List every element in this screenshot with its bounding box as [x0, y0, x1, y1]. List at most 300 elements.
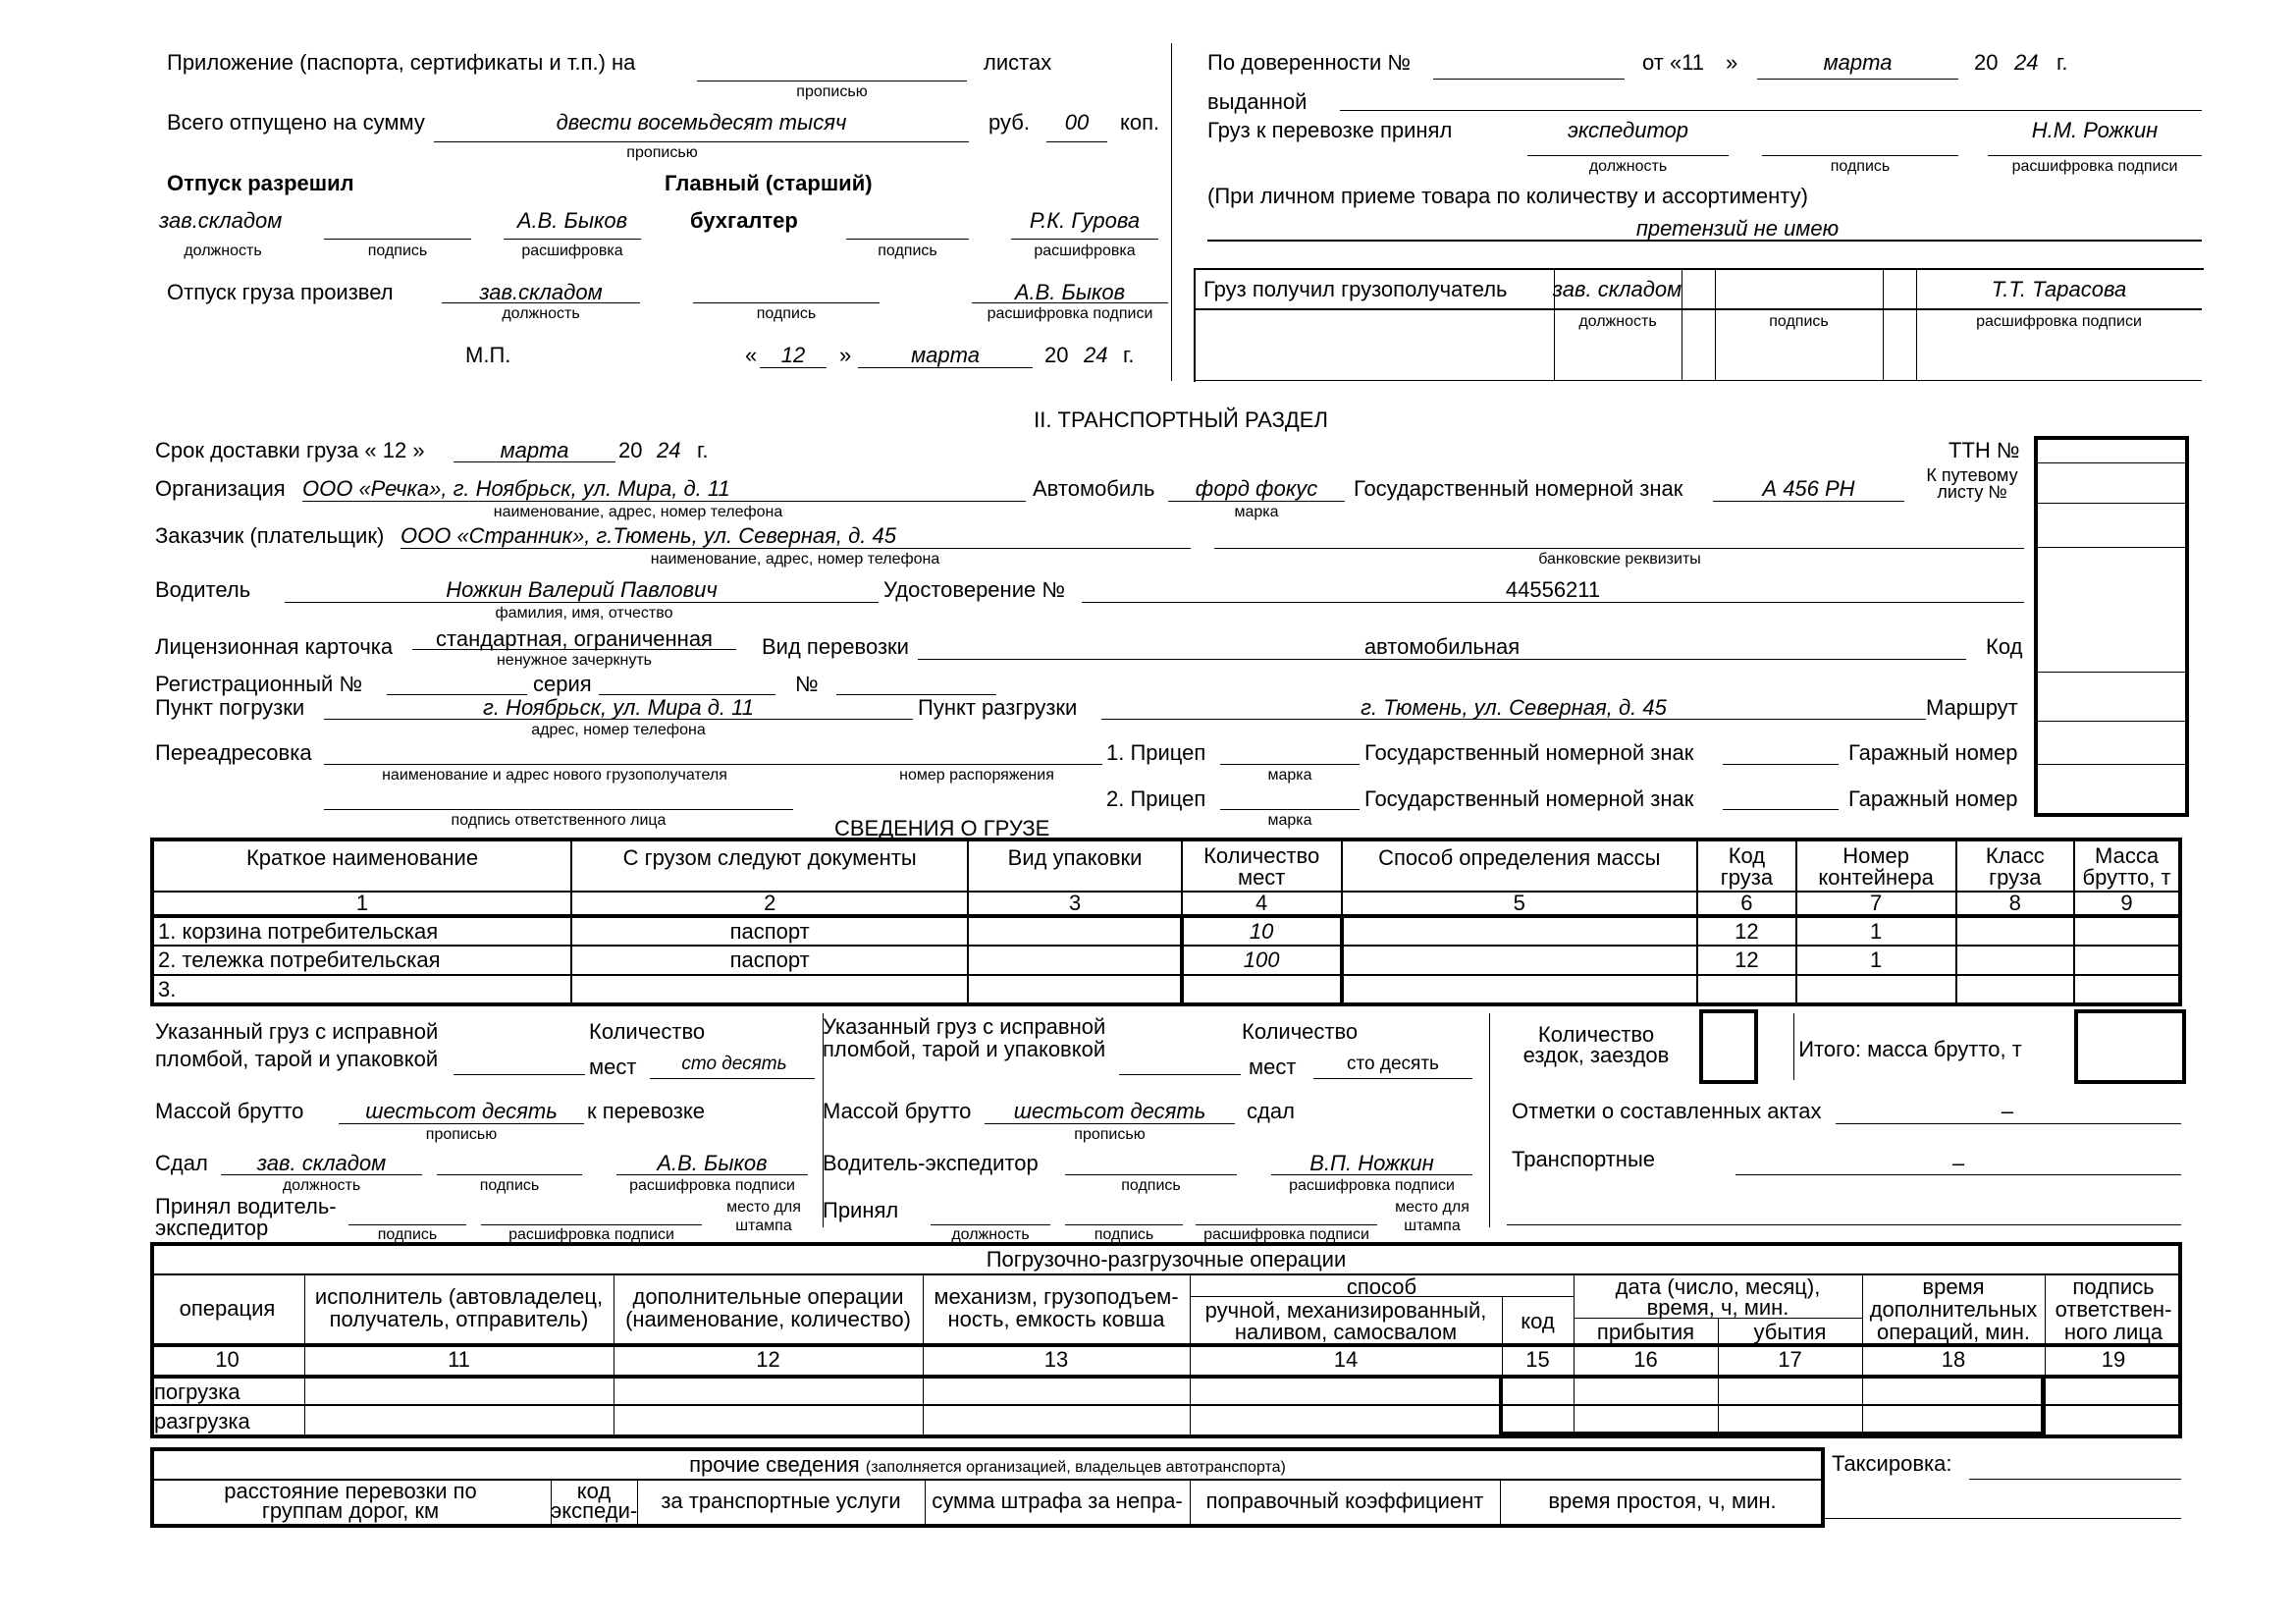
delivery-year-suffix[interactable]: 24	[657, 438, 681, 462]
accepted-mid-name-field[interactable]	[1196, 1224, 1377, 1225]
cargo-qty-cell[interactable]	[1182, 975, 1342, 1004]
stamp-label-mid-1: место для	[1395, 1199, 1469, 1216]
gross-value-left[interactable]: шестьсот десять	[365, 1099, 558, 1123]
op-h-mech-1: механизм, грузоподъем-	[934, 1284, 1179, 1309]
accountant-name-value[interactable]: Р.К. Гурова	[1029, 208, 1141, 233]
op-h-sign-2: ответствен-	[2055, 1297, 2172, 1322]
date-month-value[interactable]: марта	[911, 343, 980, 367]
issued-field[interactable]	[1340, 110, 2202, 111]
trailer1-brand-caption: марка	[1267, 767, 1312, 784]
op-h-method: способ	[1346, 1274, 1417, 1299]
accepted-position-caption: должность	[1588, 158, 1668, 175]
cargo-header-cell: Вид упаковки	[968, 839, 1181, 892]
accepted-signature-caption: подпись	[1830, 158, 1891, 175]
taxing-field[interactable]	[1969, 1479, 2181, 1480]
transport-acts-label: Транспортные	[1512, 1147, 1655, 1171]
cargo-number-cell: 3	[968, 892, 1181, 916]
code-box-line-1	[2034, 462, 2185, 463]
other-h-code-2: экспеди-	[551, 1498, 638, 1523]
other-h-services: за транспортные услуги	[661, 1489, 901, 1513]
cargo-method-cell[interactable]	[1342, 975, 1698, 1004]
readdress-label: Переадресовка	[155, 740, 312, 765]
gross-value-mid[interactable]: шестьсот десять	[1013, 1099, 1206, 1123]
gave-position-line	[221, 1174, 422, 1175]
other-h-fine: сумма штрафа за непра-	[932, 1489, 1183, 1513]
customer-caption: наименование, адрес, номер телефона	[650, 551, 940, 568]
cargo-method-cell[interactable]	[1342, 946, 1698, 975]
op-h-method-1: ручной, механизированный,	[1204, 1298, 1487, 1323]
cargo-mass-cell[interactable]	[2074, 916, 2180, 946]
cargo-header-cell: Код груза	[1697, 839, 1796, 892]
driver-accepted-label-2: экспедитор	[155, 1216, 269, 1240]
total-line	[434, 141, 969, 142]
mp-label: М.П.	[465, 343, 511, 367]
proxy-label: По доверенности №	[1207, 50, 1411, 75]
cargo-header-row	[152, 839, 2180, 892]
driver-line	[285, 602, 879, 603]
date-day-value[interactable]: 12	[780, 343, 806, 367]
received-name-value[interactable]: Т.Т. Тарасова	[1991, 277, 2127, 301]
released-position-line	[442, 302, 640, 303]
release-name-value[interactable]: А.В. Быков	[516, 208, 628, 233]
delivery-label: Срок доставки груза « 12 »	[155, 438, 425, 462]
customer-value[interactable]: ООО «Странник», г.Тюмень, ул. Северная, д. 45	[400, 523, 897, 548]
car-label: Автомобиль	[1033, 476, 1155, 501]
op-h-time-2: дополнительных	[1869, 1297, 2038, 1322]
driver-forwarder-name-value[interactable]: В.П. Ножкин	[1309, 1151, 1434, 1175]
cargo-method-cell[interactable]	[1342, 916, 1698, 946]
kop-value[interactable]: 00	[1064, 110, 1090, 135]
op-number: 18	[1941, 1347, 1966, 1372]
places-value-mid[interactable]: сто десять	[1347, 1054, 1439, 1074]
transport-kind-label: Вид перевозки	[762, 634, 909, 659]
plate-label: Государственный номерной знак	[1354, 476, 1683, 501]
date-year-label: г.	[1123, 343, 1135, 367]
reg-label: Регистрационный №	[155, 672, 363, 696]
readdress-field[interactable]	[324, 764, 1102, 765]
released-position-caption: должность	[502, 305, 580, 322]
gave-name-caption: расшифровка подписи	[629, 1177, 795, 1194]
acts-line	[1836, 1123, 2181, 1124]
unload-label: Пункт разгрузки	[918, 695, 1078, 720]
cargo-mass-cell[interactable]	[2074, 946, 2180, 975]
accepted-signature-field[interactable]	[1762, 155, 1958, 156]
cargo-name-cell[interactable]: 1. корзина потребительская	[152, 916, 571, 946]
cargo-number-cell: 4	[1182, 892, 1342, 916]
car-caption: марка	[1234, 504, 1279, 520]
cargo-table	[150, 838, 2182, 1006]
transport-acts-value[interactable]: –	[1951, 1151, 1965, 1175]
accountant-signature-caption: подпись	[878, 243, 937, 259]
cargo-header-cell: Класс груза	[1956, 839, 2075, 892]
chief-accountant-label-2: бухгалтер	[690, 208, 798, 233]
accountant-signature-field[interactable]	[846, 239, 969, 240]
places-label-left: мест	[589, 1055, 637, 1079]
cargo-number-cell: 1	[152, 892, 571, 916]
proxy-year-label: г.	[2056, 50, 2068, 75]
driver-forwarder-name-line	[1271, 1174, 1472, 1175]
cargo-container-cell[interactable]	[1796, 975, 1956, 1004]
trailer2-plate-label: Государственный номерной знак	[1364, 786, 1694, 811]
readdress-caption: наименование и адрес нового грузополучателя	[382, 767, 727, 784]
date-year-suffix[interactable]: 24	[1084, 343, 1108, 367]
no-claims-value[interactable]: претензий не имею	[1635, 216, 1840, 241]
cargo-docs-cell[interactable]	[571, 975, 968, 1004]
code-box-line-6	[2034, 764, 2185, 765]
release-made-label: Отпуск груза произвел	[167, 280, 394, 304]
cargo-number-cell: 5	[1342, 892, 1698, 916]
no-claims-line	[1207, 240, 2202, 242]
accepted-label: Груз к перевозке принял	[1207, 118, 1453, 142]
cargo-container-cell[interactable]: 1	[1796, 946, 1956, 975]
load-caption: адрес, номер телефона	[531, 722, 706, 738]
release-name-line	[504, 239, 641, 240]
other-h-coef: поправочный коэффициент	[1205, 1489, 1484, 1513]
seal-label-2: пломбой, тарой и упаковкой	[155, 1047, 439, 1071]
accepted-mid-signature-field[interactable]	[1065, 1224, 1183, 1225]
accepted-mid-position-caption: должность	[951, 1226, 1030, 1243]
received-box-sep-4	[1883, 268, 1884, 380]
cargo-number-row	[152, 892, 2180, 916]
accountant-name-line	[1011, 239, 1158, 240]
stamp-label-mid-2: штампа	[1404, 1218, 1461, 1234]
cargo-class-cell[interactable]	[1956, 975, 2075, 1004]
op-number: 10	[215, 1347, 240, 1372]
released-name-line	[972, 302, 1168, 303]
seal-label-1: Указанный груз с исправной	[155, 1019, 439, 1044]
plate-value[interactable]: А 456 РН	[1762, 476, 1855, 501]
accepted-name-caption: расшифровка подписи	[2011, 158, 2178, 175]
cargo-number-cell: 8	[1956, 892, 2075, 916]
op-number: 19	[2101, 1347, 2126, 1372]
personal-note: (При личном приеме товара по количеству и ассортименту)	[1207, 184, 1808, 208]
total-value[interactable]: двести восемьдесят тысяч	[556, 110, 847, 135]
date-day-line	[760, 367, 827, 368]
acts-label: Отметки о составленных актах	[1512, 1099, 1822, 1123]
received-position-caption: должность	[1578, 313, 1657, 330]
car-value[interactable]: форд фокус	[1195, 476, 1318, 501]
cargo-class-cell[interactable]	[1956, 946, 2075, 975]
car-line	[1168, 501, 1345, 502]
gross-line-mid	[985, 1123, 1235, 1124]
trailer1-label: 1. Прицеп	[1106, 740, 1206, 765]
load-line	[324, 719, 913, 720]
taxing-line-2	[1825, 1518, 2181, 1519]
accepted-position-value[interactable]: экспедитор	[1568, 118, 1688, 142]
org-label: Организация	[155, 476, 286, 501]
op-h-time-3: операций, мин.	[1877, 1320, 2030, 1344]
acts-value[interactable]: –	[2001, 1099, 2014, 1123]
released-name-value[interactable]: А.В. Быков	[1014, 280, 1126, 304]
cargo-name-cell[interactable]: 2. тележка потребительская	[152, 946, 571, 975]
kop-label: коп.	[1120, 110, 1160, 135]
cargo-number-cell: 9	[2074, 892, 2180, 916]
released-signature-caption: подпись	[756, 305, 817, 322]
op-h-arrival: прибытия	[1596, 1320, 1695, 1344]
delivery-year-label: г.	[697, 438, 709, 462]
seal-label-mid-2: пломбой, тарой и упаковкой	[823, 1037, 1106, 1061]
series-label: серия	[533, 672, 592, 696]
proxy-from-label: от «11	[1642, 50, 1705, 75]
cargo-row	[152, 916, 2180, 946]
responsible-field[interactable]	[324, 809, 793, 810]
places-label-mid: мест	[1249, 1055, 1297, 1079]
org-line	[302, 501, 1026, 502]
chief-accountant-label-1: Главный (старший)	[665, 171, 873, 195]
total-mass-sep	[1793, 1013, 1794, 1080]
total-mass-label: Итого: масса брутто, т	[1798, 1037, 2022, 1061]
op-h-mech-2: ность, емкость ковша	[947, 1307, 1165, 1331]
op-h-executor-2: получатель, отправитель)	[329, 1307, 589, 1331]
received-box-bottom	[1194, 380, 2202, 381]
issued-label: выданной	[1207, 89, 1308, 114]
accepted-name-line	[1988, 155, 2202, 156]
proxy-month-value[interactable]: марта	[1823, 50, 1893, 75]
cargo-number-cell: 2	[571, 892, 968, 916]
cargo-number-cell: 7	[1796, 892, 1956, 916]
qty-label-left: Количество	[589, 1019, 706, 1044]
attachment-label: Приложение (паспорта, сертификаты и т.п.) на	[167, 50, 636, 75]
driver-value[interactable]: Ножкин Валерий Павлович	[446, 577, 718, 602]
seal-field-mid[interactable]	[1119, 1074, 1241, 1075]
cargo-container-cell[interactable]: 1	[1796, 916, 1956, 946]
gross-caption-left: прописью	[425, 1126, 498, 1143]
load-value[interactable]: г. Ноябрьск, ул. Мира д. 11	[482, 695, 754, 720]
license-label: Удостоверение №	[883, 577, 1065, 602]
driver-accepted-signature-field[interactable]	[348, 1224, 466, 1225]
delivery-year-prefix: 20	[618, 438, 643, 462]
date-month-line	[858, 367, 1033, 368]
received-signature-caption: подпись	[1769, 313, 1829, 330]
cargo-row	[152, 946, 2180, 975]
accepted-mid-name-caption: расшифровка подписи	[1203, 1226, 1369, 1243]
cargo-code-cell[interactable]: 12	[1697, 916, 1796, 946]
op-row-loading: погрузка	[154, 1380, 240, 1404]
released-name-caption: расшифровка подписи	[987, 305, 1153, 322]
op-h-operation: операция	[179, 1296, 276, 1321]
release-position-value[interactable]: зав.складом	[159, 208, 283, 233]
received-position-value[interactable]: зав. складом	[1552, 277, 1682, 301]
op-h-code: код	[1521, 1309, 1555, 1333]
rub-label: руб.	[988, 110, 1030, 135]
cargo-code-cell[interactable]	[1697, 975, 1796, 1004]
released-position-value[interactable]: зав.складом	[479, 280, 603, 304]
trailer2-label: 2. Прицеп	[1106, 786, 1206, 811]
lic-card-line	[412, 649, 736, 650]
op-number: 16	[1633, 1347, 1658, 1372]
op-h-sign-3: ного лица	[2063, 1320, 2163, 1344]
top-divider	[1171, 43, 1172, 381]
operations-title-line	[150, 1273, 2182, 1275]
cargo-name-cell[interactable]: 3.	[152, 975, 571, 1004]
op-h-sign-1: подпись	[2072, 1274, 2155, 1299]
sheets-label: листах	[984, 50, 1052, 75]
transport-kind-value[interactable]: автомобильная	[1363, 634, 1521, 659]
places-line-left	[650, 1078, 815, 1079]
trailer1-plate-field[interactable]	[1723, 764, 1839, 765]
kop-line	[1046, 141, 1107, 142]
bank-line[interactable]	[1214, 548, 2024, 549]
delivery-month-line	[454, 461, 615, 462]
taxing-label: Таксировка:	[1832, 1451, 1952, 1476]
total-mass-box[interactable]	[2074, 1009, 2186, 1084]
route-label: Маршрут	[1926, 695, 2018, 720]
trailer2-garage-label: Гаражный номер	[1848, 786, 2018, 811]
gave-signature-caption: подпись	[479, 1177, 540, 1194]
proxy-number-field[interactable]	[1433, 79, 1625, 80]
code-box	[2034, 436, 2189, 817]
trailer1-plate-label: Государственный номерной знак	[1364, 740, 1694, 765]
license-value[interactable]: 44556211	[1505, 577, 1601, 602]
cargo-pack-cell[interactable]	[968, 946, 1181, 975]
released-signature-field[interactable]	[693, 302, 880, 303]
handed-over-label: сдал	[1247, 1099, 1295, 1123]
accountant-name-caption: расшифровка	[1034, 243, 1136, 259]
op-h-date-2: время, ч, мин.	[1646, 1295, 1789, 1320]
gave-name-value[interactable]: А.В. Быков	[657, 1151, 768, 1175]
accepted-position-line	[1527, 155, 1729, 156]
release-signature-field[interactable]	[324, 239, 471, 240]
op-h-departure: убытия	[1753, 1320, 1827, 1344]
qty-label-mid: Количество	[1242, 1019, 1359, 1044]
trailer1-brand-field[interactable]	[1220, 764, 1360, 765]
driver-forwarder-label: Водитель-экспедитор	[823, 1151, 1039, 1175]
release-signature-caption: подпись	[367, 243, 428, 259]
other-info-note: (заполняется организацией, владельцев автотранспорта)	[865, 1459, 1286, 1476]
seal-label-mid-1: Указанный груз с исправной	[823, 1014, 1106, 1039]
other-info-title: прочие сведения	[689, 1452, 860, 1477]
received-name-caption: расшифровка подписи	[1976, 313, 2142, 330]
trips-label-1: Количество	[1537, 1022, 1655, 1047]
unload-line	[1101, 719, 1926, 720]
op-row-unloading: разгрузка	[154, 1409, 250, 1434]
driver-forwarder-signature-field[interactable]	[1065, 1174, 1237, 1175]
code-box-line-4	[2034, 672, 2185, 673]
cargo-pack-cell[interactable]	[968, 916, 1181, 946]
cargo-header-cell: Количество мест	[1182, 839, 1342, 892]
cargo-header-cell: Способ определения массы	[1342, 839, 1698, 892]
accepted-name-value[interactable]: Н.М. Рожкин	[2031, 118, 2159, 142]
proxy-year-prefix: 20	[1974, 50, 1999, 75]
cargo-title: СВЕДЕНИЯ О ГРУЗЕ	[834, 816, 1050, 840]
trailer2-plate-field[interactable]	[1723, 809, 1839, 810]
op-number: 12	[756, 1347, 780, 1372]
other-h-code-1: код	[576, 1479, 612, 1503]
code-box-line-2	[2034, 503, 2185, 504]
cargo-docs-cell[interactable]: паспорт	[571, 916, 968, 946]
cargo-docs-cell[interactable]: паспорт	[571, 946, 968, 975]
release-allowed-label: Отпуск разрешил	[167, 171, 354, 195]
driver-accepted-label-1: Принял водитель-	[155, 1194, 337, 1218]
driver-caption: фамилия, имя, отчество	[495, 605, 673, 622]
received-box-line	[1194, 308, 2202, 310]
driver-accepted-name-caption: расшифровка подписи	[508, 1226, 674, 1243]
op-h-method-2: наливом, самосвалом	[1234, 1320, 1458, 1344]
trips-box[interactable]	[1699, 1009, 1758, 1084]
delivery-month-value[interactable]: марта	[500, 438, 569, 462]
cargo-header-cell: Номер контейнера	[1796, 839, 1956, 892]
attachment-caption: прописью	[796, 83, 868, 100]
cargo-row	[152, 975, 2180, 1004]
gross-line-left	[339, 1123, 584, 1124]
cargo-qty-cell[interactable]: 10	[1182, 916, 1342, 946]
driver-accepted-name-field[interactable]	[481, 1224, 702, 1225]
waybill-label-2: листу №	[1937, 482, 2007, 502]
op-number: 15	[1525, 1347, 1550, 1372]
received-label: Груз получил грузополучатель	[1203, 277, 1508, 301]
license-line	[1082, 602, 2024, 603]
op-h-time-1: время	[1922, 1274, 1985, 1299]
accepted-mid-position-field[interactable]	[931, 1224, 1050, 1225]
accepted-mid-label: Принял	[823, 1198, 899, 1222]
code-box-line-5	[2034, 721, 2185, 722]
unload-value[interactable]: г. Тюмень, ул. Северная, д. 45	[1361, 695, 1667, 720]
proxy-quote-close: »	[1726, 50, 1738, 75]
gave-position-value[interactable]: зав. складом	[256, 1151, 387, 1175]
places-line-mid	[1313, 1078, 1472, 1079]
operations-title: Погрузочно-разгрузочные операции	[986, 1247, 1347, 1272]
plate-line	[1713, 501, 1904, 502]
proxy-year-suffix[interactable]: 24	[2014, 50, 2039, 75]
cargo-qty-cell[interactable]: 100	[1182, 946, 1342, 975]
code-label: Код	[1986, 634, 2023, 659]
op-thick-box	[1499, 1375, 2045, 1435]
other-h-distance-1: расстояние перевозки по	[224, 1479, 477, 1503]
driver-label: Водитель	[155, 577, 251, 602]
total-caption: прописью	[626, 144, 698, 161]
gross-label-mid: Массой брутто	[823, 1099, 972, 1123]
lic-card-value[interactable]: стандартная, ограниченная	[436, 626, 713, 651]
accepted-mid-signature-caption: подпись	[1094, 1226, 1154, 1243]
date-quote-close: »	[839, 343, 852, 367]
cargo-header-cell: Краткое наименование	[152, 839, 571, 892]
seal-field-left[interactable]	[454, 1074, 585, 1075]
driver-forwarder-signature-caption: подпись	[1121, 1177, 1181, 1194]
op-number: 13	[1043, 1347, 1069, 1372]
transport-kind-line	[918, 659, 1966, 660]
stamp-label-left-2: штампа	[735, 1218, 792, 1234]
code-box-line-3	[2034, 547, 2185, 548]
cargo-mass-cell[interactable]	[2074, 975, 2180, 1004]
gross-label-left: Массой брутто	[155, 1099, 304, 1123]
proxy-month-line	[1757, 79, 1958, 80]
transport-acts-line-2[interactable]	[1507, 1224, 2181, 1225]
transport-acts-line	[1735, 1174, 2181, 1175]
gave-signature-field[interactable]	[437, 1174, 582, 1175]
places-value-left[interactable]: сто десять	[681, 1054, 787, 1074]
cargo-pack-cell[interactable]	[968, 975, 1181, 1004]
cargo-code-cell[interactable]: 12	[1697, 946, 1796, 975]
customer-label: Заказчик (плательщик)	[155, 523, 385, 548]
ttn-label: ТТН №	[1949, 438, 2020, 462]
cargo-class-cell[interactable]	[1956, 916, 2075, 946]
trailer2-brand-caption: марка	[1267, 812, 1312, 829]
load-label: Пункт погрузки	[155, 695, 305, 720]
op-number: 11	[448, 1347, 470, 1372]
customer-line	[400, 548, 1191, 549]
other-h-distance-2: группам дорог, км	[261, 1498, 440, 1523]
trailer2-brand-field[interactable]	[1220, 809, 1360, 810]
org-value[interactable]: ООО «Речка», г. Ноябрьск, ул. Мира, д. 11	[302, 476, 730, 501]
lic-card-caption: ненужное зачеркнуть	[496, 652, 653, 669]
date-quote-open: «	[745, 343, 758, 367]
op-number: 14	[1333, 1347, 1359, 1372]
stamp-label-left-1: место для	[726, 1199, 801, 1216]
order-caption: номер распоряжения	[899, 767, 1054, 784]
gave-name-line	[616, 1174, 808, 1175]
bank-caption: банковские реквизиты	[1538, 551, 1701, 568]
date-year-prefix: 20	[1044, 343, 1069, 367]
